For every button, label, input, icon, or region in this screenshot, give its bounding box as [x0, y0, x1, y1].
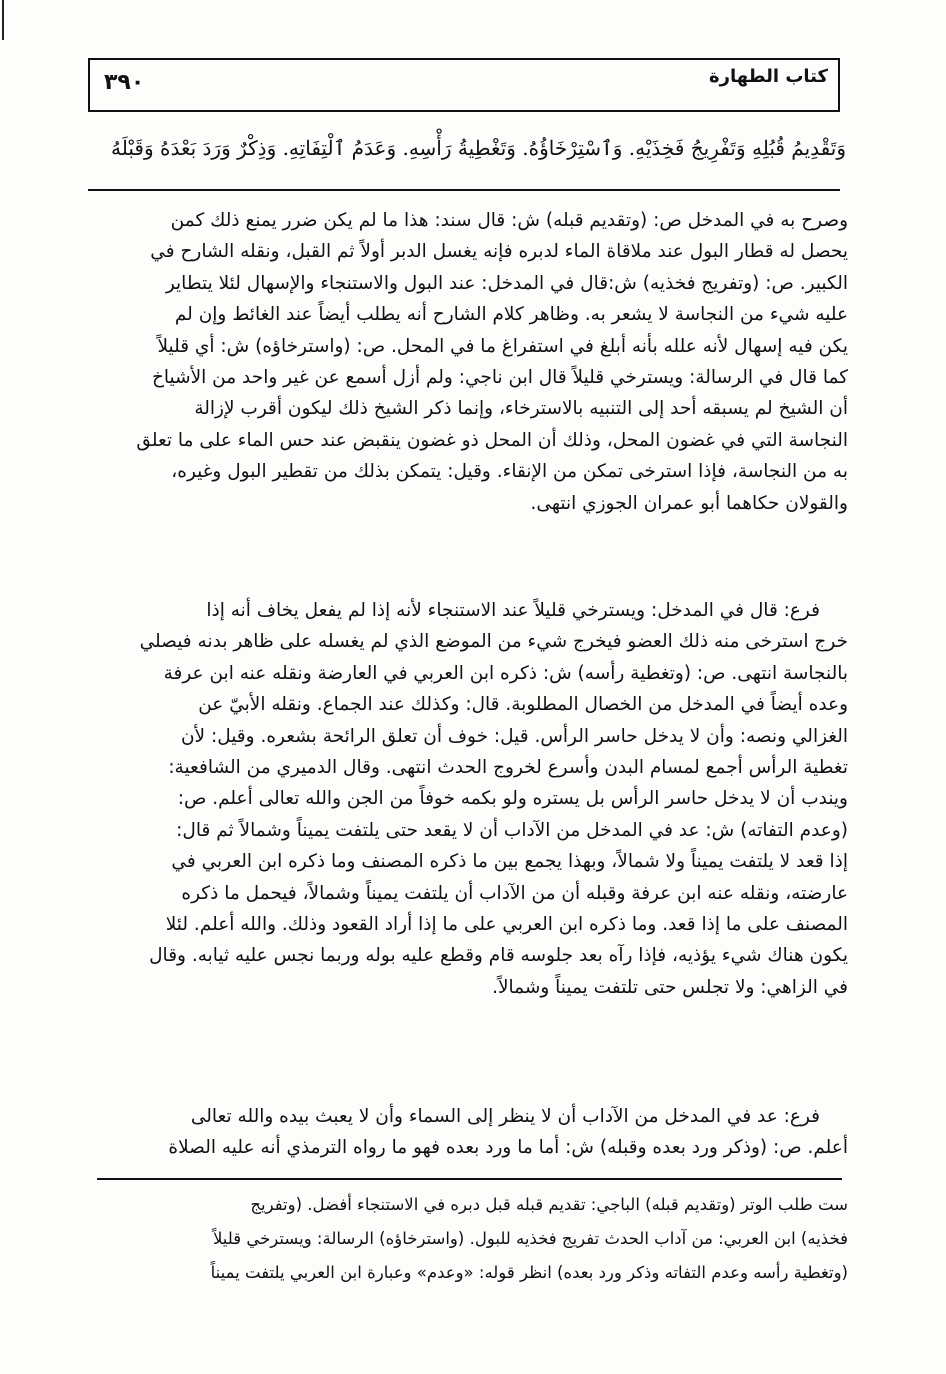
commentary-paragraph-3	[98, 1101, 848, 1164]
text-line: أن الشيخ لم يسبقه أحد إلى التنبيه بالاسترخاء، وإنما ذكر الشيخ ذلك ليكون أقرب لإزالة	[194, 398, 848, 420]
text-line: به من النجاسة، فإذا استرخى تمكن من الإنقاء. وقيل: يتمكن بذلك من تقطير البول وغيره،	[171, 461, 848, 483]
commentary-paragraph-1	[98, 205, 848, 519]
text-line: والقولان حكاهما أبو عمران الجوزي انتهى.	[530, 492, 848, 514]
text-line: عليه شيء من النجاسة لا يشعر به. وظاهر كلام الشارح أنه يطلب أيضاً عند الغائط وإن لم	[174, 304, 848, 326]
text-line: يكن فيه إسهال لأنه علله بأنه أبلغ في استفراغ ما في المحل. ص: (واسترخاؤه) ش: أي قليلاً	[157, 335, 848, 357]
footnote-line: ست طلب الوتر (وتقديم قبله) الباجي: تقديم قبله قبل دبره في الاستنجاء أفضل. (وتفريج	[250, 1195, 848, 1214]
text-line: في الزاهي: ولا تجلس حتى تلتفت يميناً وشمالاً.	[492, 976, 848, 998]
page-number: ٣٩٠	[104, 70, 145, 95]
text-line: خرج استرخى منه ذلك العضو فيخرج شيء من الموضع الذي لم يغسله على ظاهر بدنه فيصلي	[139, 631, 848, 653]
text-line: كما قال في الرسالة: ويسترخي قليلاً قال ابن ناجي: ولم أزل أسمع عن غير واحد من الأشياخ	[151, 367, 848, 389]
text-line: الكبير. ص: (وتفريج فخذيه) ش:قال في المدخل: عند البول والاستنجاء والإسهال لئلا يتطاير	[165, 272, 848, 294]
chapter-title: كتاب الطهارة	[708, 66, 828, 87]
text-line: الغزالي ونصه: وأن لا يدخل حاسر الرأس. قيل: خوف أن تعلق الرائحة بشعره. وقيل: لأن	[180, 725, 848, 747]
text-line: بالنجاسة انتهى. ص: (وتغطية رأسه) ش: ذكره ابن العربي في العارضة ونقله عنه ابن عرفة	[163, 662, 848, 684]
divider-top	[88, 189, 840, 191]
running-header	[88, 58, 840, 112]
text-line: إذا قعد لا يلتفت يميناً ولا شمالاً، وبهذا يجمع بين ما ذكره المصنف وما ذكره ابن العربي في	[171, 851, 848, 873]
text-line: ويندب أن لا يدخل حاسر الرأس بل يستره ولو بكمه خوفاً من الجن والله تعالى أعلم. ص:	[177, 788, 848, 810]
footnotes	[100, 1188, 848, 1290]
text-line: فرع: قال في المدخل: ويسترخي قليلاً عند الاستنجاء لأنه إذا لم يفعل يخاف أنه إذا	[206, 600, 820, 621]
text-line: يحصل له قطار البول عند ملاقاة الماء لدبره فإنه يغسل الدبر أولاً ثم القبل، ونقله الشارح في	[150, 241, 848, 263]
text-line: فرع: عد في المدخل من الآداب أن لا ينظر إلى السماء وأن لا يعبث بيده والله تعالى	[190, 1106, 820, 1127]
footnote-line: فخذيه) ابن العربي: من آداب الحدث تفريج فخذيه للبول. (واسترخاؤه) الرسالة: ويسترخي قليلاً	[212, 1229, 848, 1248]
text-line: أعلم. ص: (وذكر ورد بعده وقبله) ش: أما ما ورد بعده فهو ما رواه الترمذي أنه عليه الصلاة	[168, 1137, 848, 1159]
commentary-paragraph-2	[98, 595, 848, 1003]
footnote-divider	[97, 1178, 842, 1180]
footnote-line: (وتغطية رأسه وعدم التفاته وذكر ورد بعده) انظر قوله: «وعدم» وعبارة ابن العربي يلتفت يميناً	[210, 1263, 848, 1282]
text-line: النجاسة التي في غضون المحل، وذلك أن المحل ذو غضون ينقبض عند حس الماء على ما تعلق	[136, 429, 848, 451]
matn-text: وَتَقْدِيمُ قُبُلِهِ وَتَفْرِيجُ فَخِذَيْهِ. وَٱسْتِرْخَاؤُهُ. وَتَغْطِيةُ رَأْسِهِ. وَعَدَمُ ٱلْتِفَاتِهِ. وَذِكْرٌ وَرَدَ بَعْدَهُ وَقَبْلَهُ	[111, 136, 846, 160]
text-line: وصرح به في المدخل ص: (وتقديم قبله) ش: قال سند: هذا ما لم يكن ضرر يمنع ذلك كمن	[170, 210, 848, 231]
crop-mark	[2, 0, 4, 40]
text-line: يكون هناك شيء يؤذيه، فإذا رآه بعد جلوسه قام وقطع عليه بوله وربما نجس عليه ثيابه. وقال	[149, 945, 848, 967]
text-line: (وعدم التفاته) ش: عد في المدخل من الآداب أن لا يقعد حتى يلتفت يميناً وشمالاً ثم قال:	[176, 819, 848, 841]
text-line: المصنف على ما إذا قعد. وما ذكره ابن العربي على ما إذا أراد القعود وذلك. والله أعلم. لئلا	[165, 914, 848, 936]
text-line: تغطية الرأس أجمع لمسام البدن وأسرع لخروج الحدث انتهى. وقال الدميري من الشافعية:	[168, 757, 848, 779]
text-line: عارضته، ونقله عنه ابن عرفة وقبله أن من الآداب أن يلتفت يميناً وشمالاً، فيحمل ما ذكره	[181, 882, 848, 904]
text-line: وعده أيضاً في المدخل من الخصال المطلوبة. قال: وكذلك عند الجماع. ونقله الأبيّ عن	[198, 694, 848, 716]
